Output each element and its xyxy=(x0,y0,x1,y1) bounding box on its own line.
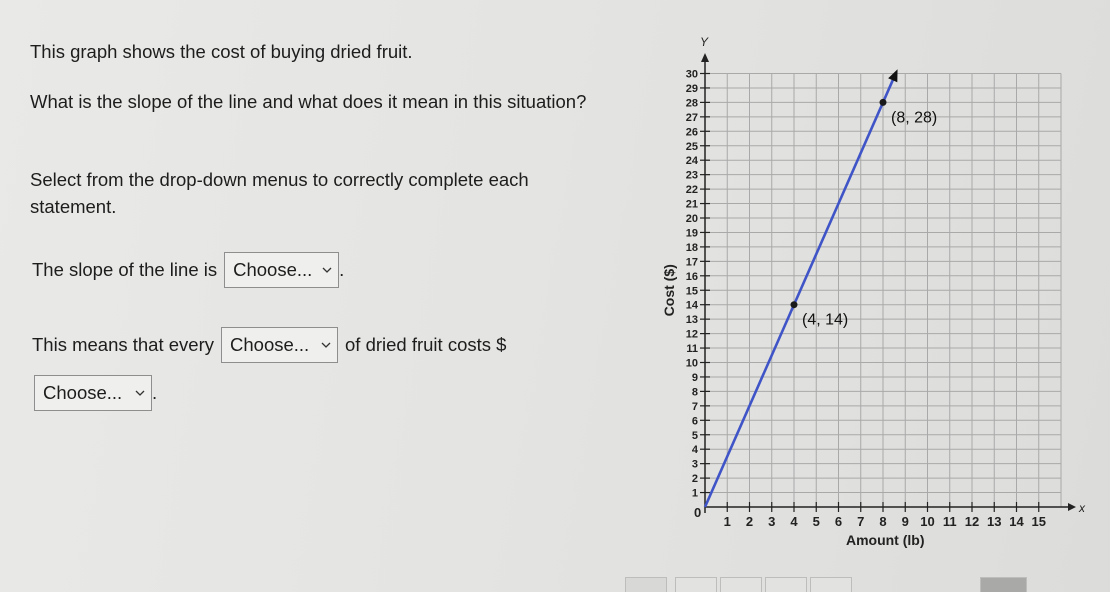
series-line xyxy=(705,72,896,507)
y-tick-label: 20 xyxy=(685,213,698,225)
unit-dropdown-value: Choose... xyxy=(230,334,310,355)
data-point xyxy=(880,99,887,106)
y-tick-label: 14 xyxy=(685,299,698,312)
y-tick-label: 27 xyxy=(685,111,698,124)
y-tick-label: 5 xyxy=(691,429,698,442)
bottom-panel-tab xyxy=(675,577,717,592)
bottom-panel-tab xyxy=(625,577,667,592)
bottom-panel-tab xyxy=(765,577,807,592)
origin-label: 0 xyxy=(694,505,702,520)
chart-grid xyxy=(705,74,1061,508)
y-tick-label: 29 xyxy=(685,82,698,95)
y-tick-label: 13 xyxy=(685,314,698,327)
y-tick-label: 1 xyxy=(691,487,698,500)
x-tick-label: 2 xyxy=(745,514,754,529)
x-tick-label: 12 xyxy=(964,514,980,529)
x-tick-label: 7 xyxy=(857,514,865,529)
y-tick-label: 3 xyxy=(691,458,698,471)
question-intro: This graph shows the cost of buying dried fruit. xyxy=(30,41,413,62)
x-tick-label: 5 xyxy=(812,514,820,529)
y-tick-label: 12 xyxy=(685,328,698,341)
y-tick-label: 11 xyxy=(686,343,698,356)
statement-meaning-prefix: This means that every xyxy=(32,334,214,355)
y-tick-label: 15 xyxy=(685,285,698,298)
bottom-panel-tab xyxy=(980,577,1027,592)
question-prompt: What is the slope of the line and what does it mean in this situation? xyxy=(30,91,587,112)
statement-slope-suffix: . xyxy=(339,259,345,280)
x-tick-label: 14 xyxy=(1009,514,1024,529)
y-axis-name: Y xyxy=(700,35,709,49)
y-tick-label: 10 xyxy=(685,357,698,370)
chart-axes xyxy=(700,35,1086,515)
y-tick-label: 16 xyxy=(685,270,698,283)
x-tick-label: 1 xyxy=(723,514,731,529)
y-tick-label: 7 xyxy=(691,400,698,413)
bottom-panel-tab xyxy=(810,577,852,592)
point-label: (8, 28) xyxy=(891,109,938,127)
statement-slope-prefix: The slope of the line is xyxy=(32,259,218,280)
y-tick-label: 22 xyxy=(685,184,698,197)
y-tick-label: 25 xyxy=(685,140,698,153)
y-tick-label: 18 xyxy=(685,241,698,254)
slope-dropdown-value: Choose... xyxy=(233,259,313,280)
y-axis-label: Cost ($) xyxy=(661,264,677,317)
x-tick-label: 9 xyxy=(901,514,909,529)
statement-meaning-suffix: of dried fruit costs $ xyxy=(345,334,507,355)
y-tick-label: 6 xyxy=(691,415,698,428)
y-tick-label: 8 xyxy=(691,386,698,399)
x-tick-label: 6 xyxy=(834,514,843,529)
x-tick-label: 8 xyxy=(879,514,887,529)
x-axis-name: x xyxy=(1079,501,1085,515)
y-axis-arrow xyxy=(701,53,709,62)
chart-ticks xyxy=(686,69,1046,530)
chart-series xyxy=(705,69,898,507)
y-tick-label: 2 xyxy=(691,473,698,486)
y-tick-label: 9 xyxy=(691,371,698,384)
x-tick-label: 11 xyxy=(942,514,957,529)
y-tick-label: 30 xyxy=(685,68,698,81)
statement-cost-suffix: . xyxy=(152,382,158,403)
y-tick-label: 19 xyxy=(685,227,698,240)
data-point xyxy=(791,301,798,308)
x-tick-label: 3 xyxy=(768,514,776,529)
x-tick-label: 15 xyxy=(1031,514,1046,529)
y-tick-label: 21 xyxy=(685,198,698,211)
y-tick-label: 28 xyxy=(685,97,698,110)
x-tick-label: 10 xyxy=(920,514,935,529)
x-axis-arrow xyxy=(1068,503,1076,511)
x-tick-label: 13 xyxy=(987,514,1002,529)
x-axis-label: Amount (lb) xyxy=(845,532,925,548)
question-instructions: Select from the drop-down menus to correctly complete each statement. xyxy=(30,169,529,217)
x-tick-label: 4 xyxy=(790,514,798,529)
cost-dropdown-value: Choose... xyxy=(43,382,123,403)
y-tick-label: 17 xyxy=(685,256,698,269)
bottom-panel-tab xyxy=(720,577,762,592)
y-tick-label: 24 xyxy=(685,155,698,168)
point-label: (4, 14) xyxy=(802,311,849,329)
y-tick-label: 23 xyxy=(685,169,698,182)
y-tick-label: 4 xyxy=(691,444,698,457)
y-tick-label: 26 xyxy=(685,126,698,139)
